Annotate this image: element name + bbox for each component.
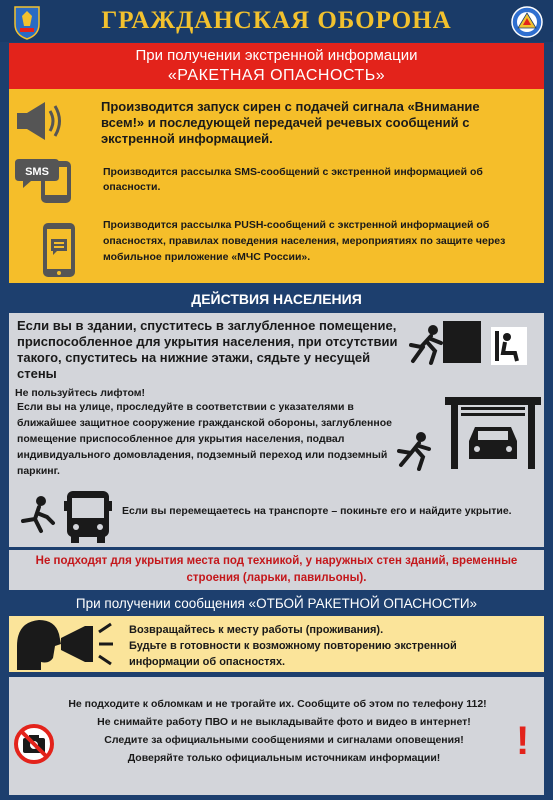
push-text: Производится рассылка PUSH-сообщений с экстренной информацией об опасностях, правилах поведения населения, мероприятиях по защите через мобильное приложение «МЧС России». [103, 219, 506, 263]
garage-shelter-icon [445, 397, 541, 469]
no-elevator-text: Не пользуйтесь лифтом! [15, 387, 145, 399]
advice-line3: Следите за официальными сообщениями и сигналами оповещения! [104, 734, 464, 746]
sitting-person-icon [491, 327, 527, 365]
bus-icon [63, 489, 113, 545]
page-title: ГРАЖДАНСКАЯ ОБОРОНА [101, 7, 452, 34]
door-icon [441, 319, 483, 365]
cancel-line1: Возвращайтесь к месту работы (проживания). [129, 624, 384, 636]
alert-section [9, 43, 544, 283]
no-camera-icon [13, 723, 55, 765]
alert-header [9, 43, 544, 89]
transport-text: Если вы перемещаетесь на транспорте – покиньте его и найдите укрытие. [122, 505, 512, 517]
advice-line2: Не снимайте работу ПВО и не выкладывайте фото и видео в интернет! [97, 716, 471, 728]
actions-title: ДЕЙСТВИЯ НАСЕЛЕНИЯ [0, 286, 553, 312]
civil-defense-emblem-icon [511, 6, 543, 38]
sms-row [9, 155, 544, 211]
push-row [9, 213, 544, 281]
actions-section [9, 313, 544, 547]
sms-icon-label: SMS [25, 166, 49, 178]
advice-line1: Не подходите к обломкам и не трогайте их. Сообщите об этом по телефону 112! [68, 698, 487, 710]
megaphone-icon [15, 99, 67, 143]
shelter-warning: Не подходят для укрытия места под техникой, у наружных стен зданий, временные строения (ларьки, павильоны). [9, 550, 544, 590]
alert-title-line2: «РАКЕТНАЯ ОПАСНОСТЬ» [167, 67, 386, 84]
siren-text: Производится запуск сирен с подачей сигнала «Внимание всем!» и последующей передачей речевых сообщений с экстренной информацией. [101, 99, 480, 146]
cancel-section [9, 616, 544, 672]
exclamation-icon: ! [516, 719, 530, 763]
running-person-street-icon [391, 431, 435, 471]
advice-line4: Доверяйте только официальным источникам информации! [127, 752, 441, 764]
passenger-exit-icon [19, 493, 59, 535]
advice-section [9, 677, 544, 795]
push-phone-icon [39, 221, 79, 279]
person-megaphone-icon [15, 618, 115, 670]
alert-title-line1: При получении экстренной информации [135, 47, 418, 64]
sms-phone-icon [15, 155, 79, 205]
street-text: Если вы на улице, проследуйте в соответствии с указателями в ближайшее защитное сооружение гражданской обороны, заглубленное помещение приспособленное для укрытия населения, подвал индивидуального домовладения, подземный переход или подземный паркинг. [17, 401, 392, 477]
cancel-line2: Будьте в готовности к возможному повторению экстренной информации об опасностях. [129, 640, 457, 668]
header-bar [0, 0, 553, 42]
building-text: Если вы в здании, спуститесь в заглубленное помещение, приспособленное для укрытия населения, при отсутствии такого, спуститесь на нижние этажи, сядьте у несущей стены [17, 318, 398, 381]
cancel-title: При получении сообщения «ОТБОЙ РАКЕТНОЙ ОПАСНОСТИ» [0, 592, 553, 616]
coat-of-arms-icon [12, 4, 42, 40]
sms-text: Производится рассылка SMS-сообщений с экстренной информацией об опасности. [103, 166, 483, 193]
